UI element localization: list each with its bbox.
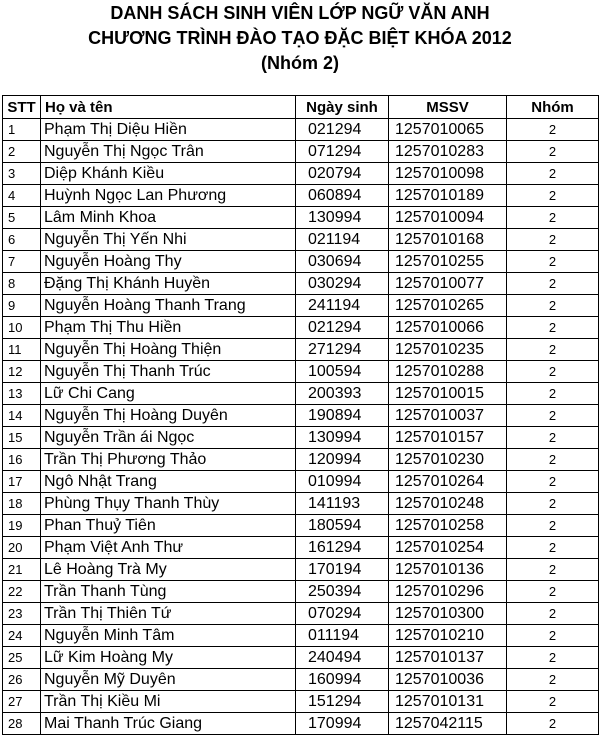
mssv-cell: 1257010137	[389, 647, 507, 669]
mssv-cell: 1257042115	[389, 713, 507, 735]
stt-cell: 3	[3, 163, 41, 185]
page-title: DANH SÁCH SINH VIÊN LỚP NGỮ VĂN ANH	[110, 3, 490, 23]
mssv-cell: 1257010157	[389, 427, 507, 449]
group-cell: 2	[507, 339, 599, 361]
mssv-cell: 1257010136	[389, 559, 507, 581]
name-cell: Phạm Thị Thu Hiền	[41, 317, 296, 339]
column-header-stt: STT	[3, 96, 41, 119]
name-cell: Lê Hoàng Trà My	[41, 559, 296, 581]
stt-cell: 14	[3, 405, 41, 427]
table-row	[3, 273, 599, 295]
table-row	[3, 669, 599, 691]
mssv-cell: 1257010283	[389, 141, 507, 163]
table-row	[3, 691, 599, 713]
dob-cell: 241194	[296, 295, 389, 317]
mssv-cell: 1257010300	[389, 603, 507, 625]
stt-cell: 5	[3, 207, 41, 229]
dob-cell: 141193	[296, 493, 389, 515]
name-cell: Nguyễn Mỹ Duyên	[41, 669, 296, 691]
stt-cell: 9	[3, 295, 41, 317]
name-cell: Trần Thị Phương Thảo	[41, 449, 296, 471]
student-table	[2, 95, 599, 735]
stt-cell: 11	[3, 339, 41, 361]
table-row	[3, 185, 599, 207]
mssv-cell: 1257010255	[389, 251, 507, 273]
name-cell: Lữ Chi Cang	[41, 383, 296, 405]
group-label: (Nhóm 2)	[261, 53, 339, 73]
stt-cell: 18	[3, 493, 41, 515]
name-cell: Huỳnh Ngọc Lan Phương	[41, 185, 296, 207]
group-cell: 2	[507, 383, 599, 405]
mssv-cell: 1257010258	[389, 515, 507, 537]
table-row	[3, 625, 599, 647]
mssv-cell: 1257010037	[389, 405, 507, 427]
dob-cell: 021194	[296, 229, 389, 251]
group-cell: 2	[507, 361, 599, 383]
name-cell: Nguyễn Thị Thanh Trúc	[41, 361, 296, 383]
dob-cell: 160994	[296, 669, 389, 691]
table-row	[3, 361, 599, 383]
dob-cell: 021294	[296, 119, 389, 141]
group-cell: 2	[507, 163, 599, 185]
group-cell: 2	[507, 713, 599, 735]
name-cell: Nguyễn Thị Hoàng Thiện	[41, 339, 296, 361]
mssv-cell: 1257010230	[389, 449, 507, 471]
stt-cell: 8	[3, 273, 41, 295]
group-cell: 2	[507, 581, 599, 603]
group-cell: 2	[507, 515, 599, 537]
name-cell: Nguyễn Hoàng Thy	[41, 251, 296, 273]
dob-cell: 011194	[296, 625, 389, 647]
table-row	[3, 251, 599, 273]
table-row	[3, 405, 599, 427]
name-cell: Diệp Khánh Kiều	[41, 163, 296, 185]
name-cell: Đặng Thị Khánh Huyền	[41, 273, 296, 295]
table-row	[3, 603, 599, 625]
stt-cell: 21	[3, 559, 41, 581]
dob-cell: 170194	[296, 559, 389, 581]
name-cell: Trần Thị Kiều Mi	[41, 691, 296, 713]
group-cell: 2	[507, 427, 599, 449]
stt-cell: 2	[3, 141, 41, 163]
dob-cell: 100594	[296, 361, 389, 383]
group-cell: 2	[507, 493, 599, 515]
mssv-cell: 1257010168	[389, 229, 507, 251]
name-cell: Nguyễn Hoàng Thanh Trang	[41, 295, 296, 317]
mssv-cell: 1257010036	[389, 669, 507, 691]
dob-cell: 161294	[296, 537, 389, 559]
stt-cell: 12	[3, 361, 41, 383]
name-cell: Phùng Thụy Thanh Thùy	[41, 493, 296, 515]
table-row	[3, 449, 599, 471]
table-row	[3, 339, 599, 361]
group-cell: 2	[507, 471, 599, 493]
table-row	[3, 471, 599, 493]
name-cell: Lâm Minh Khoa	[41, 207, 296, 229]
table-row	[3, 229, 599, 251]
dob-cell: 021294	[296, 317, 389, 339]
mssv-cell: 1257010296	[389, 581, 507, 603]
group-cell: 2	[507, 625, 599, 647]
table-row	[3, 713, 599, 735]
stt-cell: 10	[3, 317, 41, 339]
stt-cell: 28	[3, 713, 41, 735]
group-cell: 2	[507, 449, 599, 471]
stt-cell: 20	[3, 537, 41, 559]
group-cell: 2	[507, 207, 599, 229]
name-cell: Nguyễn Trần ái Ngọc	[41, 427, 296, 449]
dob-cell: 250394	[296, 581, 389, 603]
mssv-cell: 1257010098	[389, 163, 507, 185]
table-row	[3, 427, 599, 449]
group-cell: 2	[507, 119, 599, 141]
table-row	[3, 559, 599, 581]
stt-cell: 7	[3, 251, 41, 273]
name-cell: Trần Thanh Tùng	[41, 581, 296, 603]
table-row	[3, 383, 599, 405]
dob-cell: 010994	[296, 471, 389, 493]
group-cell: 2	[507, 647, 599, 669]
mssv-cell: 1257010210	[389, 625, 507, 647]
table-row	[3, 581, 599, 603]
stt-cell: 4	[3, 185, 41, 207]
dob-cell: 130994	[296, 207, 389, 229]
table-row	[3, 537, 599, 559]
column-header-dob: Ngày sinh	[296, 96, 389, 119]
table-row	[3, 493, 599, 515]
table-row	[3, 515, 599, 537]
stt-cell: 1	[3, 119, 41, 141]
mssv-cell: 1257010288	[389, 361, 507, 383]
dob-cell: 120994	[296, 449, 389, 471]
mssv-cell: 1257010015	[389, 383, 507, 405]
dob-cell: 070294	[296, 603, 389, 625]
stt-cell: 13	[3, 383, 41, 405]
stt-cell: 27	[3, 691, 41, 713]
dob-cell: 170994	[296, 713, 389, 735]
column-header-group: Nhóm	[507, 96, 599, 119]
stt-cell: 25	[3, 647, 41, 669]
dob-cell: 020794	[296, 163, 389, 185]
name-cell: Nguyễn Thị Yến Nhi	[41, 229, 296, 251]
stt-cell: 19	[3, 515, 41, 537]
group-cell: 2	[507, 295, 599, 317]
group-cell: 2	[507, 185, 599, 207]
dob-cell: 180594	[296, 515, 389, 537]
name-cell: Nguyễn Thị Ngọc Trân	[41, 141, 296, 163]
stt-cell: 15	[3, 427, 41, 449]
stt-cell: 16	[3, 449, 41, 471]
group-cell: 2	[507, 251, 599, 273]
stt-cell: 6	[3, 229, 41, 251]
column-header-name: Họ và tên	[41, 96, 296, 119]
table-row	[3, 647, 599, 669]
dob-cell: 130994	[296, 427, 389, 449]
name-cell: Mai Thanh Trúc Giang	[41, 713, 296, 735]
mssv-cell: 1257010094	[389, 207, 507, 229]
group-cell: 2	[507, 559, 599, 581]
dob-cell: 240494	[296, 647, 389, 669]
mssv-cell: 1257010264	[389, 471, 507, 493]
dob-cell: 071294	[296, 141, 389, 163]
mssv-cell: 1257010131	[389, 691, 507, 713]
dob-cell: 271294	[296, 339, 389, 361]
name-cell: Trần Thị Thiên Tứ	[41, 603, 296, 625]
table-row	[3, 141, 599, 163]
dob-cell: 151294	[296, 691, 389, 713]
name-cell: Nguyễn Thị Hoàng Duyên	[41, 405, 296, 427]
mssv-cell: 1257010065	[389, 119, 507, 141]
mssv-cell: 1257010077	[389, 273, 507, 295]
name-cell: Ngô Nhật Trang	[41, 471, 296, 493]
dob-cell: 200393	[296, 383, 389, 405]
group-cell: 2	[507, 141, 599, 163]
stt-cell: 23	[3, 603, 41, 625]
mssv-cell: 1257010254	[389, 537, 507, 559]
group-cell: 2	[507, 405, 599, 427]
table-row	[3, 317, 599, 339]
group-cell: 2	[507, 317, 599, 339]
stt-cell: 17	[3, 471, 41, 493]
dob-cell: 030294	[296, 273, 389, 295]
name-cell: Phạm Thị Diệu Hiền	[41, 119, 296, 141]
table-header-row	[3, 96, 599, 119]
mssv-cell: 1257010265	[389, 295, 507, 317]
dob-cell: 030694	[296, 251, 389, 273]
name-cell: Nguyễn Minh Tâm	[41, 625, 296, 647]
table-row	[3, 163, 599, 185]
group-cell: 2	[507, 537, 599, 559]
group-cell: 2	[507, 273, 599, 295]
stt-cell: 24	[3, 625, 41, 647]
stt-cell: 22	[3, 581, 41, 603]
mssv-cell: 1257010189	[389, 185, 507, 207]
dob-cell: 060894	[296, 185, 389, 207]
dob-cell: 190894	[296, 405, 389, 427]
group-cell: 2	[507, 669, 599, 691]
column-header-mssv: MSSV	[389, 96, 507, 119]
stt-cell: 26	[3, 669, 41, 691]
table-row	[3, 207, 599, 229]
name-cell: Lữ Kim Hoàng My	[41, 647, 296, 669]
table-row	[3, 119, 599, 141]
group-cell: 2	[507, 603, 599, 625]
group-cell: 2	[507, 691, 599, 713]
table-row	[3, 295, 599, 317]
name-cell: Phạm Việt Anh Thư	[41, 537, 296, 559]
mssv-cell: 1257010235	[389, 339, 507, 361]
name-cell: Phan Thuỷ Tiên	[41, 515, 296, 537]
group-cell: 2	[507, 229, 599, 251]
mssv-cell: 1257010248	[389, 493, 507, 515]
mssv-cell: 1257010066	[389, 317, 507, 339]
page-subtitle: CHƯƠNG TRÌNH ĐÀO TẠO ĐẶC BIỆT KHÓA 2012	[88, 28, 512, 48]
